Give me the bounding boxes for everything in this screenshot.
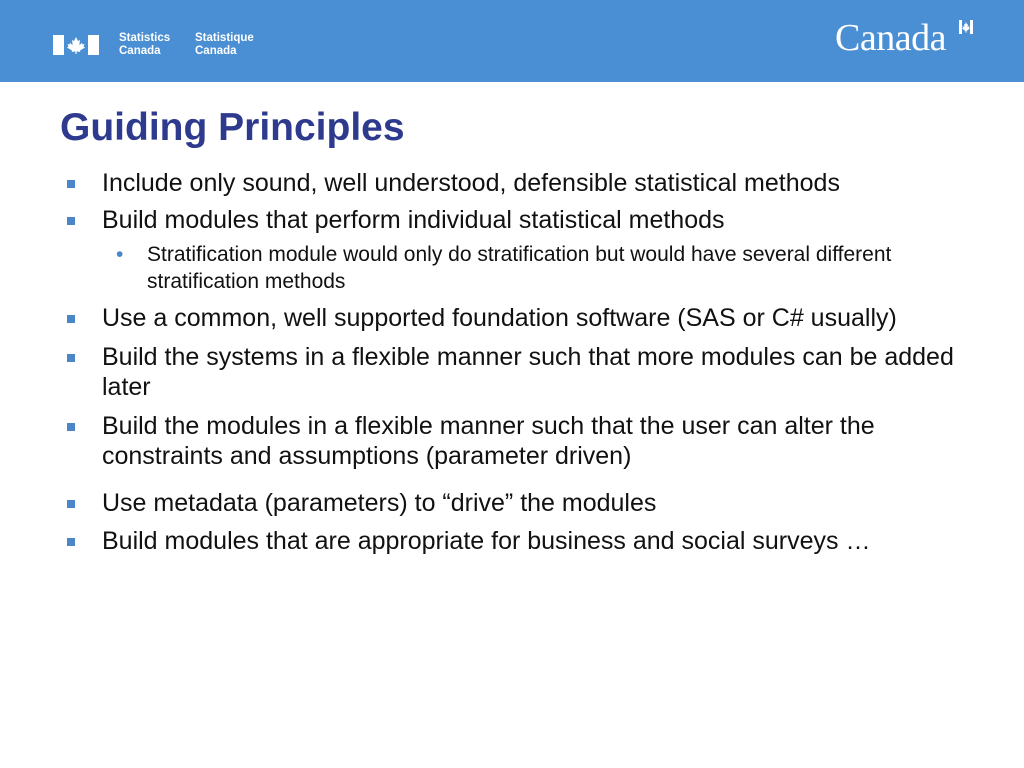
square-bullet-icon	[67, 315, 75, 323]
signature-en-line2: Canada	[119, 45, 161, 57]
square-bullet-icon	[67, 217, 75, 225]
wordmark-text: Canada	[835, 17, 946, 59]
bullet-item	[60, 488, 960, 518]
bullet-text: Build modules that are appropriate for business and social surveys …	[102, 527, 871, 555]
sub-bullet-text: Stratification module would only do stratification but would have several different stratification methods	[147, 243, 892, 293]
signature-english	[119, 32, 170, 58]
bullet-item	[60, 526, 960, 556]
bullet-text: Include only sound, well understood, defensible statistical methods	[102, 169, 840, 197]
canada-wordmark	[835, 18, 980, 58]
square-bullet-icon	[67, 354, 75, 362]
square-bullet-icon	[67, 423, 75, 431]
wordmark-flag-icon	[959, 20, 973, 34]
bullet-item	[60, 411, 960, 471]
signature-en-line1: Statistics	[119, 32, 171, 44]
square-bullet-icon	[67, 538, 75, 546]
bullet-text: Use a common, well supported foundation software (SAS or C# usually)	[102, 304, 897, 332]
bullet-text: Use metadata (parameters) to “drive” the modules	[102, 489, 657, 517]
bullet-text: Build modules that perform individual statistical methods	[102, 206, 725, 234]
header-banner	[0, 0, 1024, 82]
signature-fr-line2: Canada	[195, 45, 237, 57]
slide-title: Guiding Principles	[60, 106, 405, 149]
signature-french	[195, 32, 254, 58]
bullet-text: Build the modules in a flexible manner such that the user can alter the constraints and assumptions (parameter driven)	[102, 412, 875, 470]
bullet-item	[60, 168, 960, 198]
sub-bullet-item	[60, 241, 960, 295]
canadian-flag-icon	[53, 35, 99, 55]
bullet-item	[60, 205, 960, 235]
signature-fr-line1: Statistique	[195, 32, 254, 44]
bullet-text: Build the systems in a flexible manner such that more modules can be added later	[102, 343, 954, 401]
round-bullet-icon: •	[116, 243, 124, 266]
bullet-item	[60, 303, 960, 333]
bullet-item	[60, 342, 960, 402]
square-bullet-icon	[67, 500, 75, 508]
bullet-list	[60, 168, 960, 556]
square-bullet-icon	[67, 180, 75, 188]
